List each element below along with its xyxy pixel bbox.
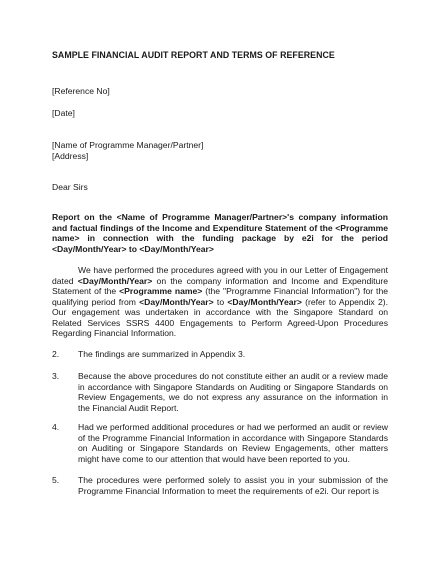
document-title: SAMPLE FINANCIAL AUDIT REPORT AND TERMS OF REFERENCE — [52, 50, 335, 60]
intro-text-1: We have performed the procedures agreed with you in our Letter of Engagement dated — [52, 265, 388, 286]
intro-paragraph — [52, 265, 388, 339]
programme-name: <Programme name> — [119, 286, 203, 296]
engagement-date: <Day/Month/Year> — [77, 275, 153, 286]
period-start: <Day/Month/Year> — [139, 296, 214, 307]
item-number: 4. — [52, 422, 60, 432]
intro-text-4: to — [213, 296, 228, 307]
subject-line: Report on the <Name of Programme Manager/Partner>'s company information and factual findings of the Income and Expenditure Statement of the <Programme name> in connection with the funding package by e2i for the period <Day/Month/Year> to <Day/Month/Year> — [52, 212, 388, 254]
intro-text-5: (refer to Appendix 2). Our engagement was undertaken in accordance with the Singapore Standard on Related Services SSRS 4400 Engagements to Perform Agreed-Upon Procedures Regarding Financial Information. — [52, 296, 388, 338]
item-number: 2. — [52, 349, 60, 359]
item-text: The findings are summarized in Appendix 3. — [78, 349, 246, 359]
period-end: <Day/Month/Year> — [227, 296, 302, 307]
recipient-address: [Address] — [52, 151, 89, 161]
intro-text-2: on the company information and Income and Expenditure Statement of the — [52, 275, 388, 296]
item-text: Had we performed additional procedures or had we performed an audit or review of the Programme Financial Information in accordance with Singapore Standards on Auditing or Singapore Standards on Review Engagements, other matters might have come to our attention that would have been reported to you. — [78, 422, 388, 464]
date-field: [Date] — [52, 108, 75, 118]
item-number: 5. — [52, 475, 60, 485]
item-text: The procedures were performed solely to assist you in your submission of the Programme Financial Information to meet the requirements of e2i. Our report is — [78, 475, 388, 496]
intro-text-3: (the "Programme Financial Information") for the qualifying period from — [52, 286, 389, 307]
reference-number: [Reference No] — [52, 86, 110, 96]
item-text: Because the above procedures do not constitute either an audit or a review made in accordance with Singapore Standards on Auditing or Singapore Standards on Review Engagements, we do not express any assurance on the information in the Financial Audit Report. — [78, 371, 388, 413]
recipient-name: [Name of Programme Manager/Partner] — [52, 140, 204, 150]
item-number: 3. — [52, 371, 60, 381]
salutation: Dear Sirs — [52, 182, 88, 192]
